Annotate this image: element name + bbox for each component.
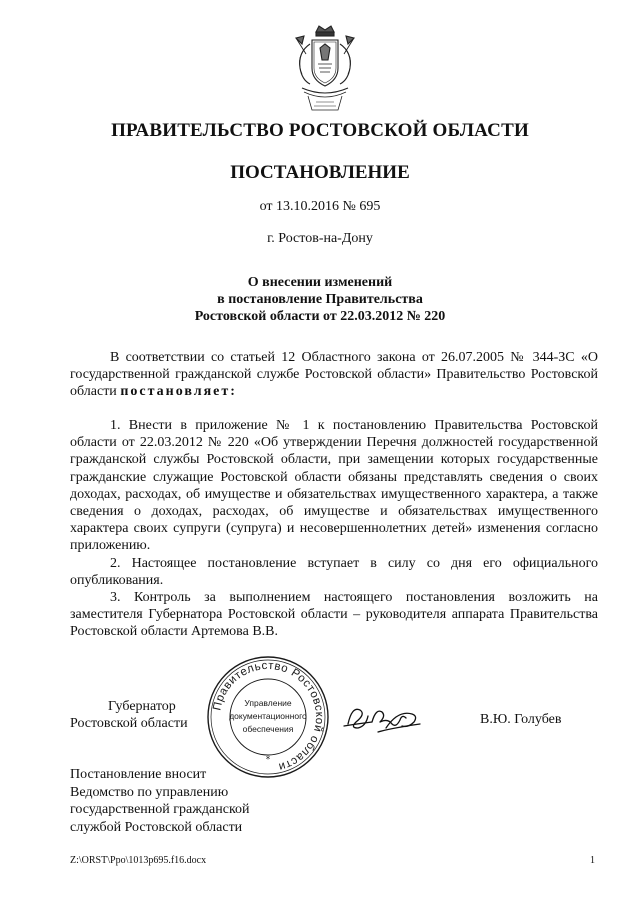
subject-line: в постановление Правительства	[217, 292, 423, 307]
signatory-role: Губернатор	[108, 699, 176, 714]
handwritten-signature-icon	[342, 698, 424, 738]
resolution-item: 3. Контроль за выполнением настоящего постановления возложить на заместителя Губернатора Ростовской области – руководителя аппарата Правительства Ростовской области Артемова В.В.	[70, 590, 598, 640]
subject-line: Ростовской области от 22.03.2012 № 220	[194, 309, 446, 324]
official-stamp-icon	[205, 654, 331, 780]
government-title: ПРАВИТЕЛЬСТВО РОСТОВСКОЙ ОБЛАСТИ	[111, 120, 529, 141]
submitter-line: Постановление вносит	[70, 767, 207, 782]
stamp-center-text: документационного	[229, 711, 307, 721]
submitter-line: службой Ростовской области	[70, 819, 243, 835]
submitted-by-note	[70, 766, 250, 836]
resolution-item: 2. Настоящее постановление вступает в силу со дня его официального опубликования.	[70, 555, 598, 588]
document-subject	[0, 274, 640, 325]
stamp-ring-text: Правительство Ростовской области	[211, 659, 326, 773]
resolves-keyword: постановляет:	[120, 384, 237, 400]
signatory-title	[70, 698, 188, 732]
signer-name: В.Ю. Голубев	[480, 712, 562, 727]
submitter-line: Ведомство по управлению	[70, 784, 229, 800]
preamble-text: В соответствии со статьей 12 Областного закона от 26.07.2005 № 344-ЗС «О государственной гражданской службе Ростовской области» Правительство Ростовской области	[70, 350, 598, 400]
signatory-region: Ростовской области	[70, 716, 188, 731]
date-and-number: от 13.10.2016 № 695	[259, 199, 381, 214]
submitter-line: государственной гражданской	[70, 802, 250, 817]
resolution-items	[70, 417, 598, 641]
svg-text:*: *	[265, 755, 271, 765]
stamp-center-text: Управление	[244, 698, 292, 708]
city: г. Ростов-на-Дону	[267, 231, 373, 246]
page-number: 1	[590, 855, 595, 866]
file-path: Z:\ORST\Ppo\1013p695.f16.docx	[70, 855, 207, 866]
coat-of-arms-emblem-icon	[290, 24, 360, 116]
stamp-center-text: обеспечения	[242, 724, 294, 734]
resolution-item: 1. Внести в приложение № 1 к постановлению Правительства Ростовской области от 22.03.2012 № 220 «Об утверждении Перечня должностей государственной гражданской службы Ростовской области, при замещении которых государственные гражданские служащие Ростовской области обязаны представлять сведения о своих доходах, расходах, об имуществе и обязательствах имущественного характера, а также сведения о доходах, расходах, об имуществе и обязательствах имущественного характера своих супруги (супруга) и несовершеннолетних детей» изменения согласно приложению.	[70, 418, 598, 554]
subject-line: О внесении изменений	[247, 275, 393, 290]
preamble	[70, 349, 598, 401]
document-type: ПОСТАНОВЛЕНИЕ	[230, 162, 410, 183]
